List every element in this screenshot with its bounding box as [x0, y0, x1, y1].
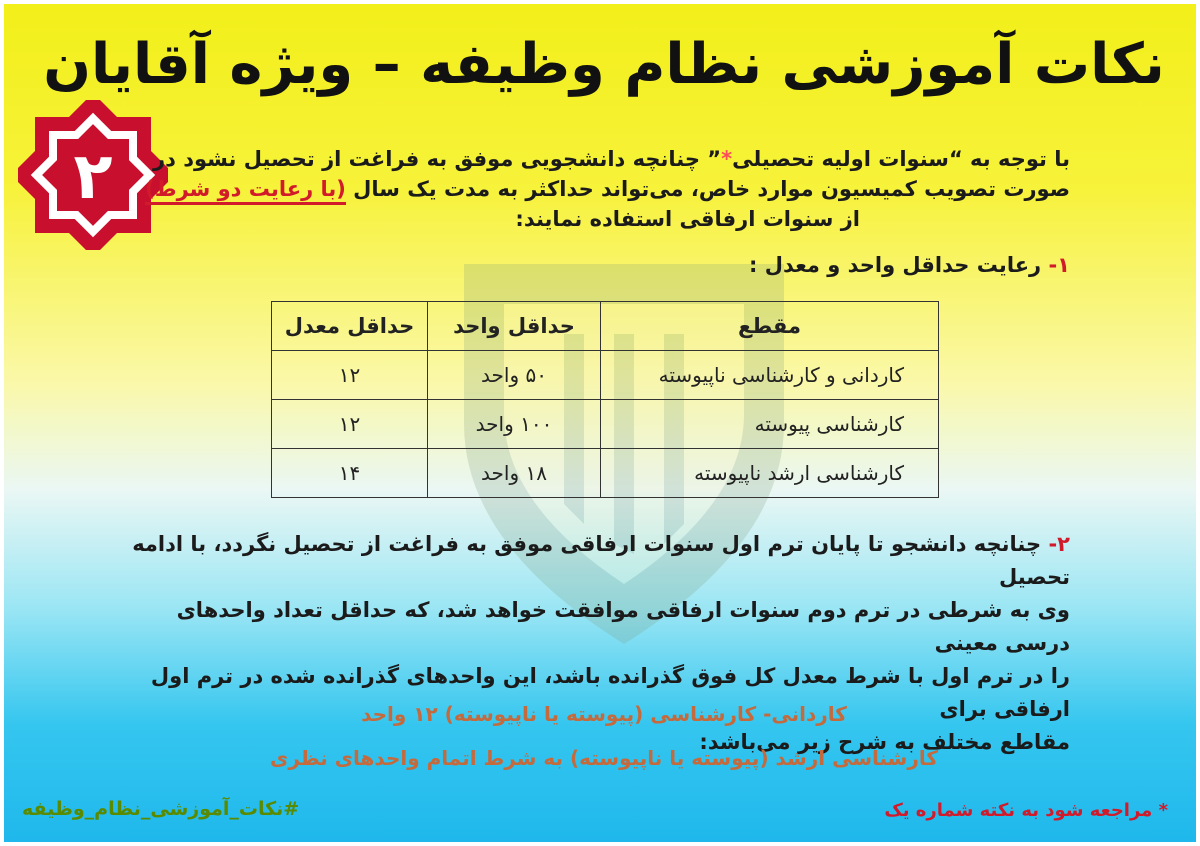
table-cell: ۱۰۰ واحد [428, 400, 601, 449]
table-cell: کارشناسی پیوسته [601, 400, 939, 449]
asterisk-icon: * [721, 147, 733, 171]
table-cell: ۵۰ واحد [428, 351, 601, 400]
table-header: مقطع [601, 302, 939, 351]
condition-1-number: ۱- [1048, 253, 1070, 277]
table-cell: ۱۲ [272, 400, 428, 449]
table-cell: ۱۸ واحد [428, 449, 601, 498]
table-cell: ۱۴ [272, 449, 428, 498]
table-row [272, 400, 939, 449]
intro-highlight: (با رعایت دو شرط) [145, 177, 346, 205]
condition-2-line: وی به شرطی در ترم دوم سنوات ارفاقی موافقت خواهد شد، که حداقل تعداد واحدهای درسی معینی [176, 598, 1070, 655]
table-row [272, 351, 939, 400]
intro-text-1: با توجه به “سنوات اولیه تحصیلی [732, 147, 1070, 171]
footnote: * مراجعه شود به نکته شماره یک [884, 800, 1168, 821]
table-cell: ۱۲ [272, 351, 428, 400]
badge-number: ۲ [73, 140, 113, 214]
table-cell: کاردانی و کارشناسی ناپیوسته [601, 351, 939, 400]
table-cell: کارشناسی ارشد ناپیوسته [601, 449, 939, 498]
condition-2-line: مقاطع مختلف به شرح زیر می‌باشد: [699, 730, 1070, 754]
notes [4, 692, 1200, 780]
hashtag: #نکات_آموزشی_نظام_وظیفه [22, 798, 300, 820]
intro-text-2: ” چنانچه دانشجویی موفق به فراغت از تحصیل نشود در صورت تصویب کمیسیون موارد خاص، می‌تواند حداکثر به مدت یک سال [153, 147, 1070, 201]
note-line: کارشناسی ارشد (پیوسته یا ناپیوسته) به شرط اتمام واحدهای نظری [269, 746, 938, 770]
table-header: حداقل معدل [272, 302, 428, 351]
condition-1-text: رعایت حداقل واحد و معدل : [749, 253, 1042, 277]
table-header: حداقل واحد [428, 302, 601, 351]
condition-2-number: ۲- [1048, 532, 1070, 556]
requirements-table [271, 301, 939, 498]
note-line: کاردانی- کارشناسی (پیوسته یا ناپیوسته) ۱۲ واحد [361, 702, 847, 726]
intro-paragraph [140, 144, 1070, 234]
condition-2-line: را در ترم اول با شرط معدل کل فوق گذرانده باشد، این واحدهای گذرانده شده در ترم اول ارفاقی برای [150, 664, 1070, 721]
table-row [272, 449, 939, 498]
table-header-row [272, 302, 939, 351]
condition-2-line-text: چنانچه دانشجو تا پایان ترم اول سنوات ارفاقی موفق به فراغت از تحصیل نگردد، با ادامه تحصیل [132, 532, 1070, 589]
intro-text-3: از سنوات ارفاقی استفاده نمایند: [515, 207, 860, 231]
condition-1 [749, 250, 1070, 280]
page-title: نکات آموزشی نظام وظیفه – ویژه آقایان [43, 32, 1165, 97]
condition-2-line [120, 528, 1070, 594]
